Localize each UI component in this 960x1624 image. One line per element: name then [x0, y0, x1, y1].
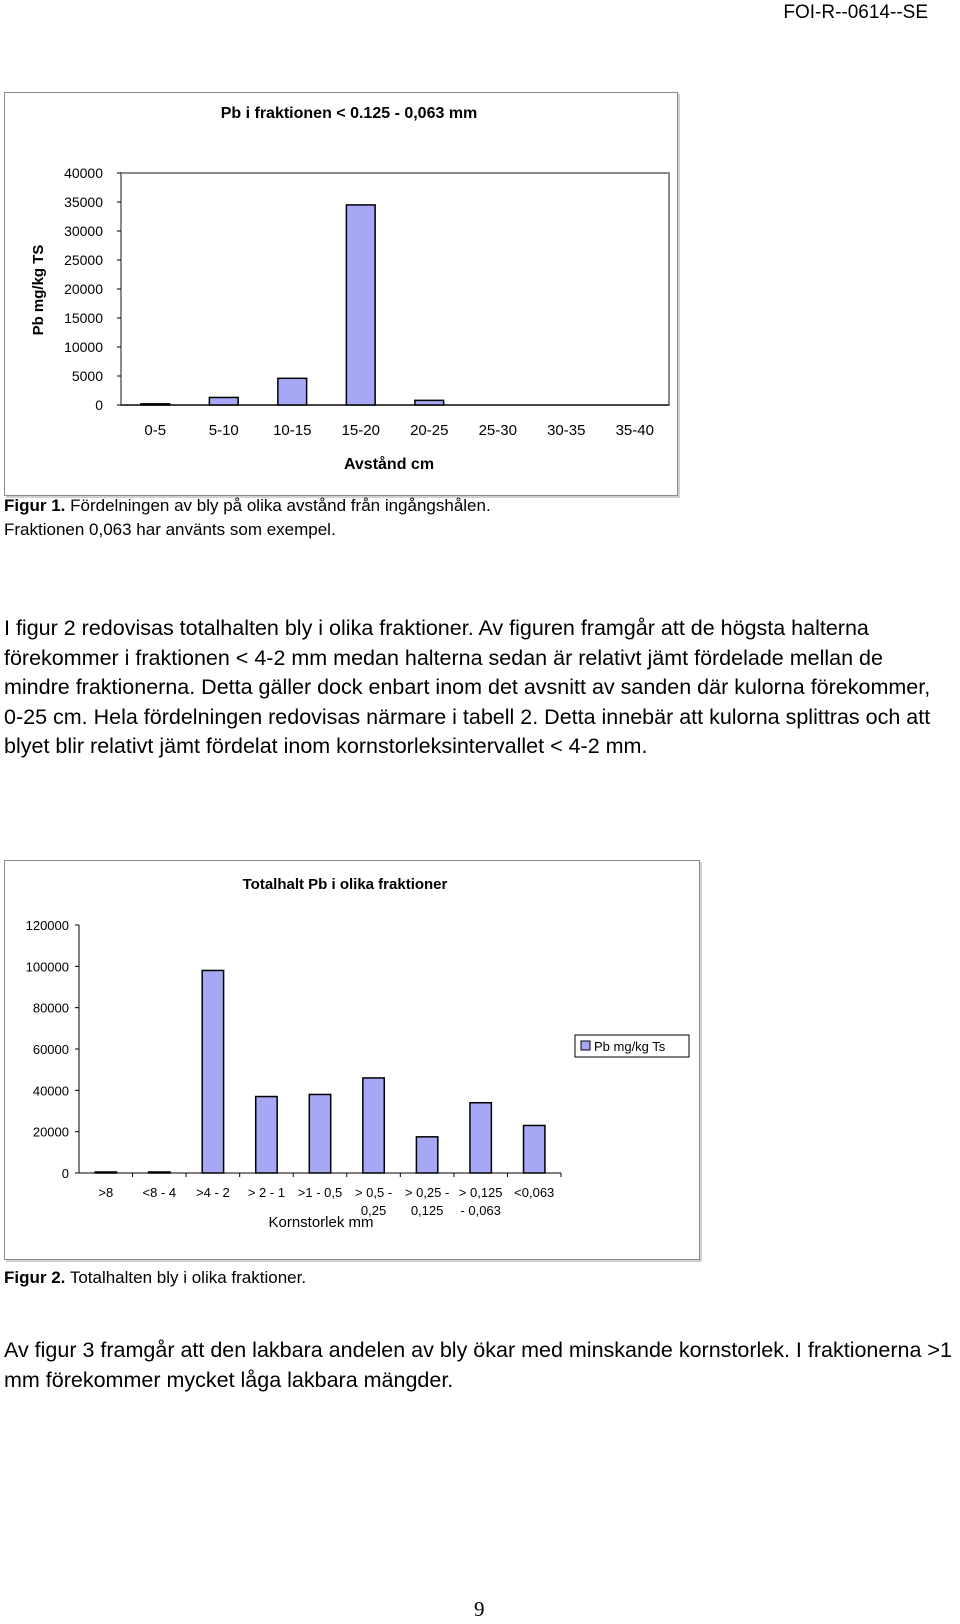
chart2-x-tick-label: <8 - 4 — [142, 1185, 177, 1200]
chart2-x-tick-label: 0,125 — [410, 1203, 444, 1218]
figure1-chart-svg — [5, 93, 677, 495]
chart1-x-tick-label: 0-5 — [144, 422, 167, 439]
chart2-y-tick-label: 100000 — [25, 959, 69, 975]
chart1-x-axis-label: Avstånd cm — [343, 456, 435, 473]
chart1-x-tick-label: 30-35 — [547, 422, 586, 439]
chart2-bar — [149, 1172, 170, 1173]
chart1-bar — [346, 205, 375, 405]
chart2-y-tick-label: 20000 — [32, 1124, 69, 1140]
chart1-y-tick-label: 40000 — [64, 165, 103, 181]
chart1-x-tick-label: 10-15 — [273, 422, 312, 439]
chart1-y-tick-label: 0 — [95, 397, 103, 413]
chart1-plot-border — [121, 173, 669, 405]
chart2-y-tick-label: 60000 — [32, 1042, 69, 1057]
chart1-bar — [415, 400, 444, 405]
chart2-bar — [256, 1097, 277, 1173]
chart2-bar — [470, 1103, 491, 1173]
figure2-caption — [4, 1266, 306, 1290]
chart1-y-tick-label: 20000 — [64, 281, 103, 297]
chart2-bar — [309, 1094, 330, 1173]
paragraph-2: Av figur 3 framgår att den lakbara andelen av bly ökar med minskande kornstorlek. I fraktionerna >1 mm förekommer mycket låga lakbara mängder. — [4, 1338, 952, 1392]
chart2-x-tick-label: <0,063 — [514, 1185, 555, 1200]
page-number: 9 — [474, 1597, 485, 1621]
chart2-title: Totalhalt Pb i olika fraktioner — [242, 876, 448, 893]
chart2-x-tick-label: > 2 - 1 — [247, 1185, 286, 1200]
figure2-chart-svg — [5, 861, 699, 1259]
figure2-chart — [4, 860, 700, 1260]
chart2-x-tick-label: 0,25 — [360, 1203, 387, 1218]
figure2-caption-text: Totalhalten bly i olika fraktioner. — [65, 1268, 307, 1287]
chart1-y-tick-label: 35000 — [64, 194, 103, 210]
chart2-x-axis-label: Kornstorlek mm — [268, 1214, 374, 1231]
chart2-y-tick-label: 0 — [61, 1166, 69, 1181]
chart1-x-tick-label: 20-25 — [410, 422, 449, 439]
figure1-caption-line1: Fördelningen av bly på olika avstånd från ingångshålen. — [65, 496, 491, 515]
chart2-legend-label: Pb mg/kg Ts — [594, 1039, 666, 1054]
chart1-bar — [209, 397, 238, 405]
chart2-bar — [95, 1172, 116, 1173]
chart1-title: Pb i fraktionen < 0.125 - 0,063 mm — [220, 105, 478, 122]
chart1-bar — [141, 404, 170, 405]
figure1-chart — [4, 92, 678, 496]
chart1-y-tick-label: 10000 — [64, 339, 103, 355]
chart2-y-tick-label: 120000 — [25, 918, 69, 933]
chart1-x-tick-label: 15-20 — [341, 422, 380, 439]
document-code: FOI-R--0614--SE — [783, 2, 928, 23]
chart2-y-tick-label: 80000 — [32, 1000, 69, 1016]
chart2-x-tick-label: >1 - 0,5 — [297, 1185, 343, 1200]
figure1-caption — [4, 494, 491, 542]
chart1-y-tick-label: 30000 — [64, 223, 103, 239]
chart2-legend-swatch — [581, 1041, 590, 1050]
chart2-x-tick-label: >8 — [98, 1185, 114, 1200]
chart2-x-tick-label: > 0,5 - — [354, 1185, 393, 1200]
chart1-y-tick-label: 15000 — [64, 310, 103, 326]
chart2-x-tick-label: >4 - 2 — [196, 1185, 230, 1200]
figure1-caption-line2: Fraktionen 0,063 har använts som exempel. — [4, 520, 336, 539]
chart1-y-tick-label: 25000 — [64, 252, 103, 268]
figure2-caption-label: Figur 2. — [4, 1268, 66, 1287]
chart2-bar — [202, 970, 223, 1173]
chart2-bar — [524, 1125, 545, 1173]
figure1-caption-label: Figur 1. — [4, 496, 66, 515]
chart2-x-tick-label: > 0,25 - — [404, 1185, 450, 1200]
chart2-bar — [416, 1137, 437, 1173]
chart2-x-tick-label: > 0,125 — [458, 1185, 503, 1200]
chart1-x-tick-label: 35-40 — [615, 422, 654, 439]
chart2-y-tick-label: 40000 — [32, 1083, 69, 1099]
chart1-y-tick-label: 5000 — [71, 368, 103, 384]
paragraph-1: I figur 2 redovisas totalhalten bly i olika fraktioner. Av figuren framgår att de högsta halterna förekommer i fraktionen < 4-2 mm medan halterna sedan är relativt jämt fördelade mellan de mindre fraktionerna. Detta gäller dock enbart inom det avsnitt av sanden där kulorna förekommer, 0-25 cm. Hela fördelningen redovisas närmare i tabell 2. Detta innebär att kulorna splittras och att blyet blir relativt jämt fördelat inom kornstorleksintervallet < 4-2 mm. — [4, 616, 931, 758]
chart1-x-tick-label: 25-30 — [478, 422, 517, 439]
chart1-x-tick-label: 5-10 — [208, 422, 239, 439]
chart1-bar — [278, 378, 307, 405]
chart2-bar — [363, 1078, 384, 1173]
chart2-x-tick-label: - 0,063 — [460, 1203, 501, 1218]
chart1-y-axis-label: Pb mg/kg TS — [30, 244, 47, 336]
